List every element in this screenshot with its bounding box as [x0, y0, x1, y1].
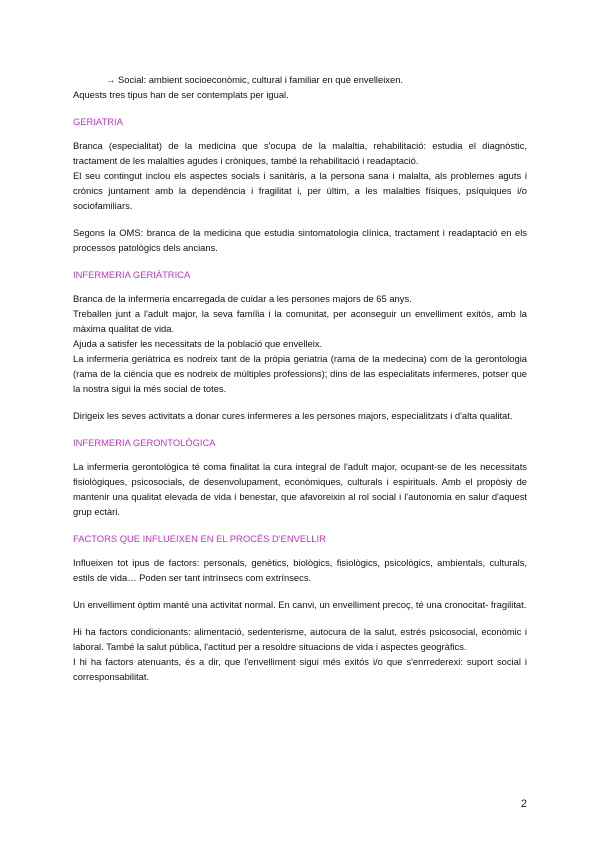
paragraph: Dirigeix les seves activitats a donar cures infermeres a les persones majors, especialitzats i d'alta qualitat. — [73, 410, 513, 421]
paragraph: Treballen junt a l'adult major, la seva família i la comunitat, per aconseguir un envelliment exitós, amb la màxima qualitat de vida. — [73, 308, 527, 334]
paragraph: El seu contingut inclou els aspectes socials i sanitàris, a la persona sana i malalta, als problemes aguts i crònics juntament amb la dependència i fragilitat i, per últim, a les malalties físiques, psíquiques i/o sociofamiliars. — [73, 170, 527, 211]
paragraph: I hi ha factors atenuants, és a dir, que l'envelliment sigui més exitós i/o que s'enrrederexi: suport social i corresponsabilitat. — [73, 656, 527, 682]
paragraph: Influeixen tot ipus de factors: personals, genètics, biològics, fisiològics, psicològics, ambientals, culturals, estils de vida… Poden ser tant intrínsecs com extrínsecs. — [73, 557, 527, 583]
section-heading-factors: FACTORS QUE INFLUEIXEN EN EL PROCÉS D'ENVELLIR — [73, 533, 326, 544]
paragraph: Branca (especialitat) de la medicina que s'ocupa de la malaltia, rehabilitació: estudia el diagnòstic, tractament de les malalties agudes i cròniques, també la rehabilitació i readaptació. — [73, 140, 527, 166]
page-content — [73, 72, 527, 684]
section-heading-geriatria: GERIATRIA — [73, 116, 123, 127]
page-number: 2 — [520, 798, 527, 810]
paragraph: Ajuda a satisfer les necessitats de la població que envelleix. — [73, 338, 323, 349]
paragraph: La infermeria gerontològica té coma finalitat la cura integral de l'adult major, ocupant-se de les necessitats fisiològiques, psicosocials, de desenvolupament, econòmiques, culturals i espirituals. Amb el propòsiy de mantenir una qualitat elevada de vida i benestar, que afavoreixin al rol social i l'autonomia en salur d'aquest grup ectàri. — [73, 461, 527, 517]
section-heading-infermeria-gerontologica: INFERMERIA GERONTOLÒGICA — [73, 437, 216, 448]
paragraph: Segons la OMS: branca de la medicina que estudia sintomatologia clínica, tractament i readaptació en els processos patològics dels ancians. — [73, 227, 527, 253]
intro-social-line: → Social: ambient socioeconòmic, cultural i familiar en què envelleixen. — [106, 74, 404, 85]
paragraph: Hi ha factors condicionants: alimentació, sedenterisme, autocura de la salut, estrés psicosocial, econòmic i laboral. També la salut pública, l'actitud per a resoldre situacions de vida i aspectes geogràfics. — [73, 626, 527, 652]
paragraph: La infermeria geriàtrica es nodreix tant de la pròpia geriatria (rama de la medecina) com de la gerontologia (rama de la ciència que es nodreix de múltiples professions); dins de las especialitats infermeres, potser que la nostra sigui la més social de totes. — [73, 353, 527, 394]
paragraph: Branca de la infermeria encarregada de cuidar a les persones majors de 65 anys. — [73, 293, 412, 304]
paragraph: Un envelliment òptim manté una activitat normal. En canvi, un envelliment precoç, té una cronocitat- fragilitat. — [73, 599, 527, 610]
section-heading-infermeria-geriatrica: INFERMERIA GERIÀTRICA — [73, 269, 191, 280]
intro-summary-line: Aquests tres tipus han de ser contemplats per igual. — [73, 89, 289, 100]
